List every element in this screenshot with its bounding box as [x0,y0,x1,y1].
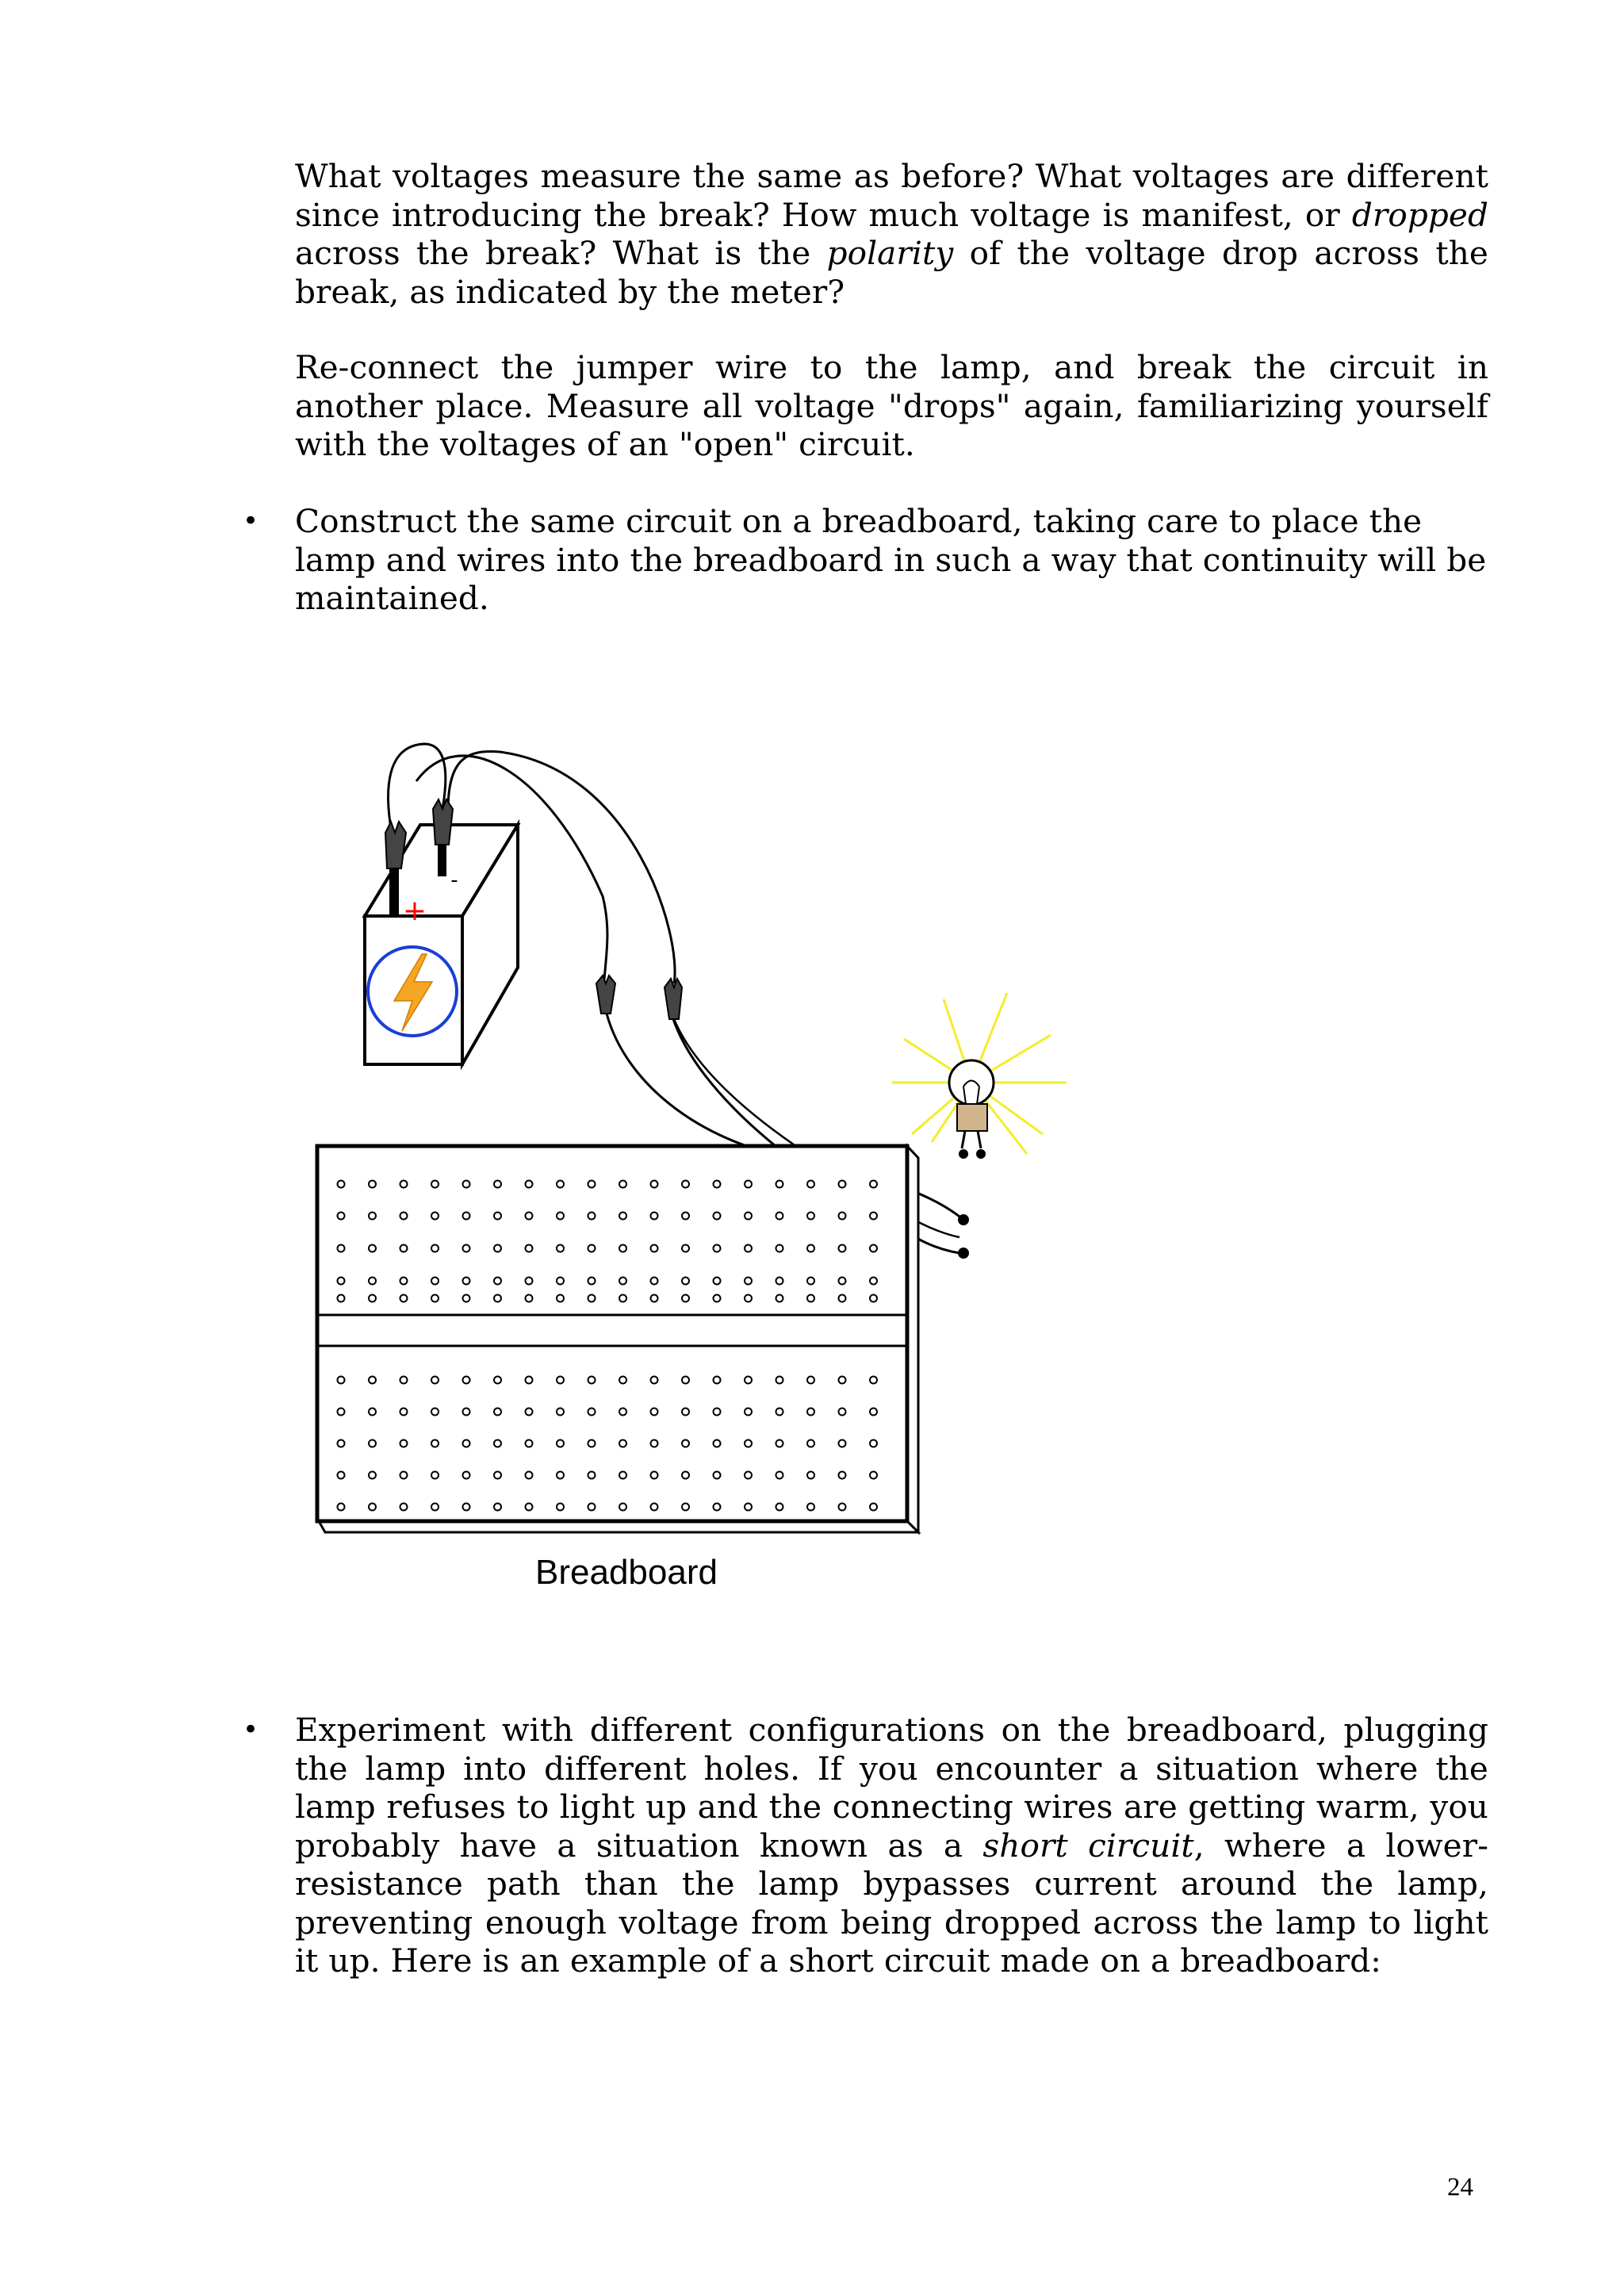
breadboard-hole [682,1245,689,1252]
text-run: of the voltage drop across the break, as indicated by the meter? [295,234,1488,311]
breadboard-hole [651,1213,658,1220]
paragraph-reconnect-jumper [295,348,1488,464]
breadboard-hole [714,1504,721,1511]
breadboard-hole [588,1377,596,1384]
breadboard-hole [839,1245,846,1252]
breadboard-hole [745,1377,752,1384]
breadboard-hole [557,1295,564,1302]
breadboard-hole [839,1440,846,1447]
breadboard-hole [400,1409,408,1416]
breadboard-hole [338,1245,345,1252]
breadboard-hole [619,1504,626,1511]
breadboard-hole [463,1409,470,1416]
alligator-clip-right-loose [665,979,682,1019]
breadboard-hole [494,1278,501,1285]
breadboard-hole [807,1377,814,1384]
breadboard-hole [839,1213,846,1220]
breadboard-hole [619,1472,626,1479]
breadboard-hole [494,1213,501,1220]
breadboard-hole [651,1278,658,1285]
breadboard-hole [839,1409,846,1416]
breadboard-hole [400,1472,408,1479]
breadboard-hole [776,1181,783,1188]
breadboard-hole [494,1181,501,1188]
breadboard-hole [431,1181,439,1188]
breadboard-hole [619,1377,626,1384]
lamp-bulb-icon [949,1060,994,1105]
breadboard-hole [682,1472,689,1479]
breadboard-hole [588,1213,596,1220]
breadboard-hole [463,1278,470,1285]
breadboard-hole [619,1245,626,1252]
breadboard-hole [870,1278,877,1285]
breadboard-hole [651,1245,658,1252]
breadboard-hole [807,1440,814,1447]
breadboard-hole [400,1213,408,1220]
breadboard-hole [776,1213,783,1220]
breadboard-hole [494,1295,501,1302]
breadboard-hole [463,1377,470,1384]
breadboard-hole [369,1504,376,1511]
breadboard-hole [588,1181,596,1188]
alligator-clip-left-loose [596,976,615,1014]
breadboard-hole [807,1245,814,1252]
breadboard-hole [369,1245,376,1252]
bullet-marker: • [243,505,259,537]
breadboard-hole [745,1213,752,1220]
breadboard-hole [682,1409,689,1416]
breadboard-hole [557,1377,564,1384]
italic-term: short circuit [982,1826,1194,1865]
breadboard-hole [494,1377,501,1384]
breadboard-hole [431,1377,439,1384]
breadboard-hole [369,1278,376,1285]
breadboard-hole [431,1278,439,1285]
wire-endpoint-right [958,1248,969,1259]
breadboard-hole [870,1472,877,1479]
breadboard-hole [338,1377,345,1384]
breadboard-hole [400,1278,408,1285]
breadboard-hole [526,1181,533,1188]
breadboard-hole [839,1504,846,1511]
breadboard-hole [338,1213,345,1220]
italic-term: dropped [1351,195,1488,234]
breadboard-hole [338,1472,345,1479]
breadboard-hole [369,1409,376,1416]
breadboard-hole [463,1472,470,1479]
bullet-experiment-configurations [295,1711,1488,1980]
breadboard-hole [807,1504,814,1511]
breadboard-hole [776,1295,783,1302]
breadboard-hole [714,1440,721,1447]
breadboard-hole [714,1377,721,1384]
breadboard-hole [619,1295,626,1302]
breadboard-hole [526,1245,533,1252]
text-run: Experiment with different configurations on the breadboard, plugging the lamp into different holes. If you encounter a situation where the lamp refuses to light up and the connecting wires are getting warm, you probably have a situation known as a [295,1711,1488,1865]
breadboard-hole [557,1245,564,1252]
breadboard-hole [557,1278,564,1285]
breadboard-hole [557,1409,564,1416]
breadboard-hole [714,1245,721,1252]
breadboard-hole [807,1213,814,1220]
breadboard-hole [807,1278,814,1285]
breadboard-hole [588,1409,596,1416]
breadboard-hole [369,1377,376,1384]
breadboard-hole [776,1504,783,1511]
bullet-construct-breadboard [295,502,1488,618]
breadboard-hole [463,1245,470,1252]
breadboard-hole [588,1245,596,1252]
breadboard-hole [526,1377,533,1384]
breadboard-hole [557,1181,564,1188]
breadboard-hole [588,1472,596,1479]
figure-caption: Breadboard [535,1553,718,1592]
breadboard-hole [714,1295,721,1302]
breadboard-hole [651,1181,658,1188]
breadboard-hole [870,1377,877,1384]
breadboard-hole [431,1472,439,1479]
breadboard-hole [745,1472,752,1479]
breadboard-hole [400,1377,408,1384]
breadboard-hole [619,1181,626,1188]
breadboard-hole [588,1295,596,1302]
breadboard-hole [338,1295,345,1302]
breadboard-hole [463,1181,470,1188]
breadboard-hole [714,1472,721,1479]
breadboard-hole [870,1213,877,1220]
breadboard-hole [338,1278,345,1285]
breadboard-circuit-figure [293,714,1126,1594]
breadboard [317,1146,918,1532]
breadboard-hole [526,1278,533,1285]
breadboard-hole [494,1472,501,1479]
breadboard-hole [557,1472,564,1479]
breadboard-hole [870,1504,877,1511]
breadboard-hole [400,1181,408,1188]
breadboard-hole [807,1295,814,1302]
breadboard-hole [338,1504,345,1511]
breadboard-hole [526,1440,533,1447]
breadboard-hole [526,1213,533,1220]
breadboard-hole [431,1213,439,1220]
breadboard-hole [338,1181,345,1188]
breadboard-hole [651,1504,658,1511]
breadboard-hole [526,1295,533,1302]
breadboard-hole [651,1440,658,1447]
breadboard-hole [714,1278,721,1285]
breadboard-hole [745,1504,752,1511]
breadboard-hole [400,1504,408,1511]
breadboard-hole [463,1295,470,1302]
breadboard-hole [619,1278,626,1285]
breadboard-hole [682,1295,689,1302]
breadboard-hole [619,1440,626,1447]
breadboard-hole [745,1440,752,1447]
breadboard-hole [745,1245,752,1252]
breadboard-hole [369,1472,376,1479]
breadboard-hole [682,1504,689,1511]
breadboard-hole [682,1377,689,1384]
breadboard-hole [494,1245,501,1252]
breadboard-hole [745,1295,752,1302]
breadboard-hole [557,1440,564,1447]
breadboard-hole [839,1377,846,1384]
breadboard-hole [651,1377,658,1384]
text-run: across the break? What is the [295,234,827,272]
breadboard-hole [400,1245,408,1252]
breadboard-hole [682,1440,689,1447]
breadboard-hole [839,1295,846,1302]
text-run: What voltages measure the same as before? What voltages are different since introducing the break? How much voltage is manifest, or [295,157,1488,234]
breadboard-hole [463,1213,470,1220]
breadboard-hole [714,1213,721,1220]
breadboard-hole [870,1440,877,1447]
breadboard-hole [682,1278,689,1285]
breadboard-hole [369,1181,376,1188]
breadboard-hole [776,1377,783,1384]
lamp-pin-right [976,1149,986,1159]
breadboard-hole [776,1278,783,1285]
breadboard-hole [431,1440,439,1447]
breadboard-hole [494,1409,501,1416]
breadboard-hole [807,1409,814,1416]
breadboard-hole [714,1181,721,1188]
breadboard-hole [776,1245,783,1252]
breadboard-hole [557,1213,564,1220]
breadboard-hole [714,1409,721,1416]
negative-terminal-label: - [450,868,458,892]
lamp-pin-left [959,1149,968,1159]
breadboard-hole [431,1245,439,1252]
breadboard-hole [369,1440,376,1447]
breadboard-hole [776,1440,783,1447]
breadboard-hole [682,1213,689,1220]
breadboard-hole [870,1245,877,1252]
breadboard-hole [870,1295,877,1302]
breadboard-hole [745,1278,752,1285]
positive-terminal-label: + [402,895,427,927]
breadboard-hole [870,1181,877,1188]
breadboard-hole [839,1181,846,1188]
breadboard-hole [369,1295,376,1302]
breadboard-hole [588,1440,596,1447]
breadboard-hole [431,1295,439,1302]
breadboard-hole [745,1409,752,1416]
breadboard-hole [619,1409,626,1416]
breadboard-hole [463,1440,470,1447]
lamp-base [957,1104,987,1131]
breadboard-hole [338,1409,345,1416]
bullet-marker: • [243,1714,259,1746]
breadboard-hole [807,1472,814,1479]
breadboard-hole [557,1504,564,1511]
breadboard-hole [588,1278,596,1285]
wire-endpoint-left [958,1214,969,1225]
breadboard-hole [839,1278,846,1285]
text-run: Construct the same circuit on a breadboard, taking care to place the lamp and wires into the breadboard in such a way that continuity will be maintained. [295,502,1487,617]
breadboard-hole [776,1409,783,1416]
breadboard-hole [338,1440,345,1447]
page-number: 24 [1447,2173,1473,2202]
breadboard-hole [745,1181,752,1188]
breadboard-hole [870,1409,877,1416]
breadboard-hole [651,1472,658,1479]
breadboard-hole [400,1440,408,1447]
breadboard-hole [588,1504,596,1511]
paragraph-voltage-questions [295,157,1488,311]
breadboard-hole [369,1213,376,1220]
breadboard-hole [526,1409,533,1416]
breadboard-hole [431,1409,439,1416]
breadboard-hole [807,1181,814,1188]
breadboard-hole [494,1440,501,1447]
breadboard-hole [431,1504,439,1511]
breadboard-hole [463,1504,470,1511]
breadboard-hole [494,1504,501,1511]
breadboard-hole [400,1295,408,1302]
breadboard-hole [619,1213,626,1220]
text-run: , where a lower-resistance path than the lamp bypasses current around the lamp, preventing enough voltage from being dropped across the lamp to light it up. Here is an example of a short circuit made on a breadboard: [295,1826,1488,1980]
italic-term: polarity [826,234,954,272]
breadboard-hole [776,1472,783,1479]
text-run: Re-connect the jumper wire to the lamp, and break the circuit in another place. Measure all voltage "drops" again, familiarizing yourself with the voltages of an "open" circuit. [295,348,1488,463]
breadboard-hole [839,1472,846,1479]
breadboard-hole [651,1409,658,1416]
breadboard-hole [682,1181,689,1188]
breadboard-hole [526,1504,533,1511]
breadboard-hole [526,1472,533,1479]
breadboard-hole [651,1295,658,1302]
